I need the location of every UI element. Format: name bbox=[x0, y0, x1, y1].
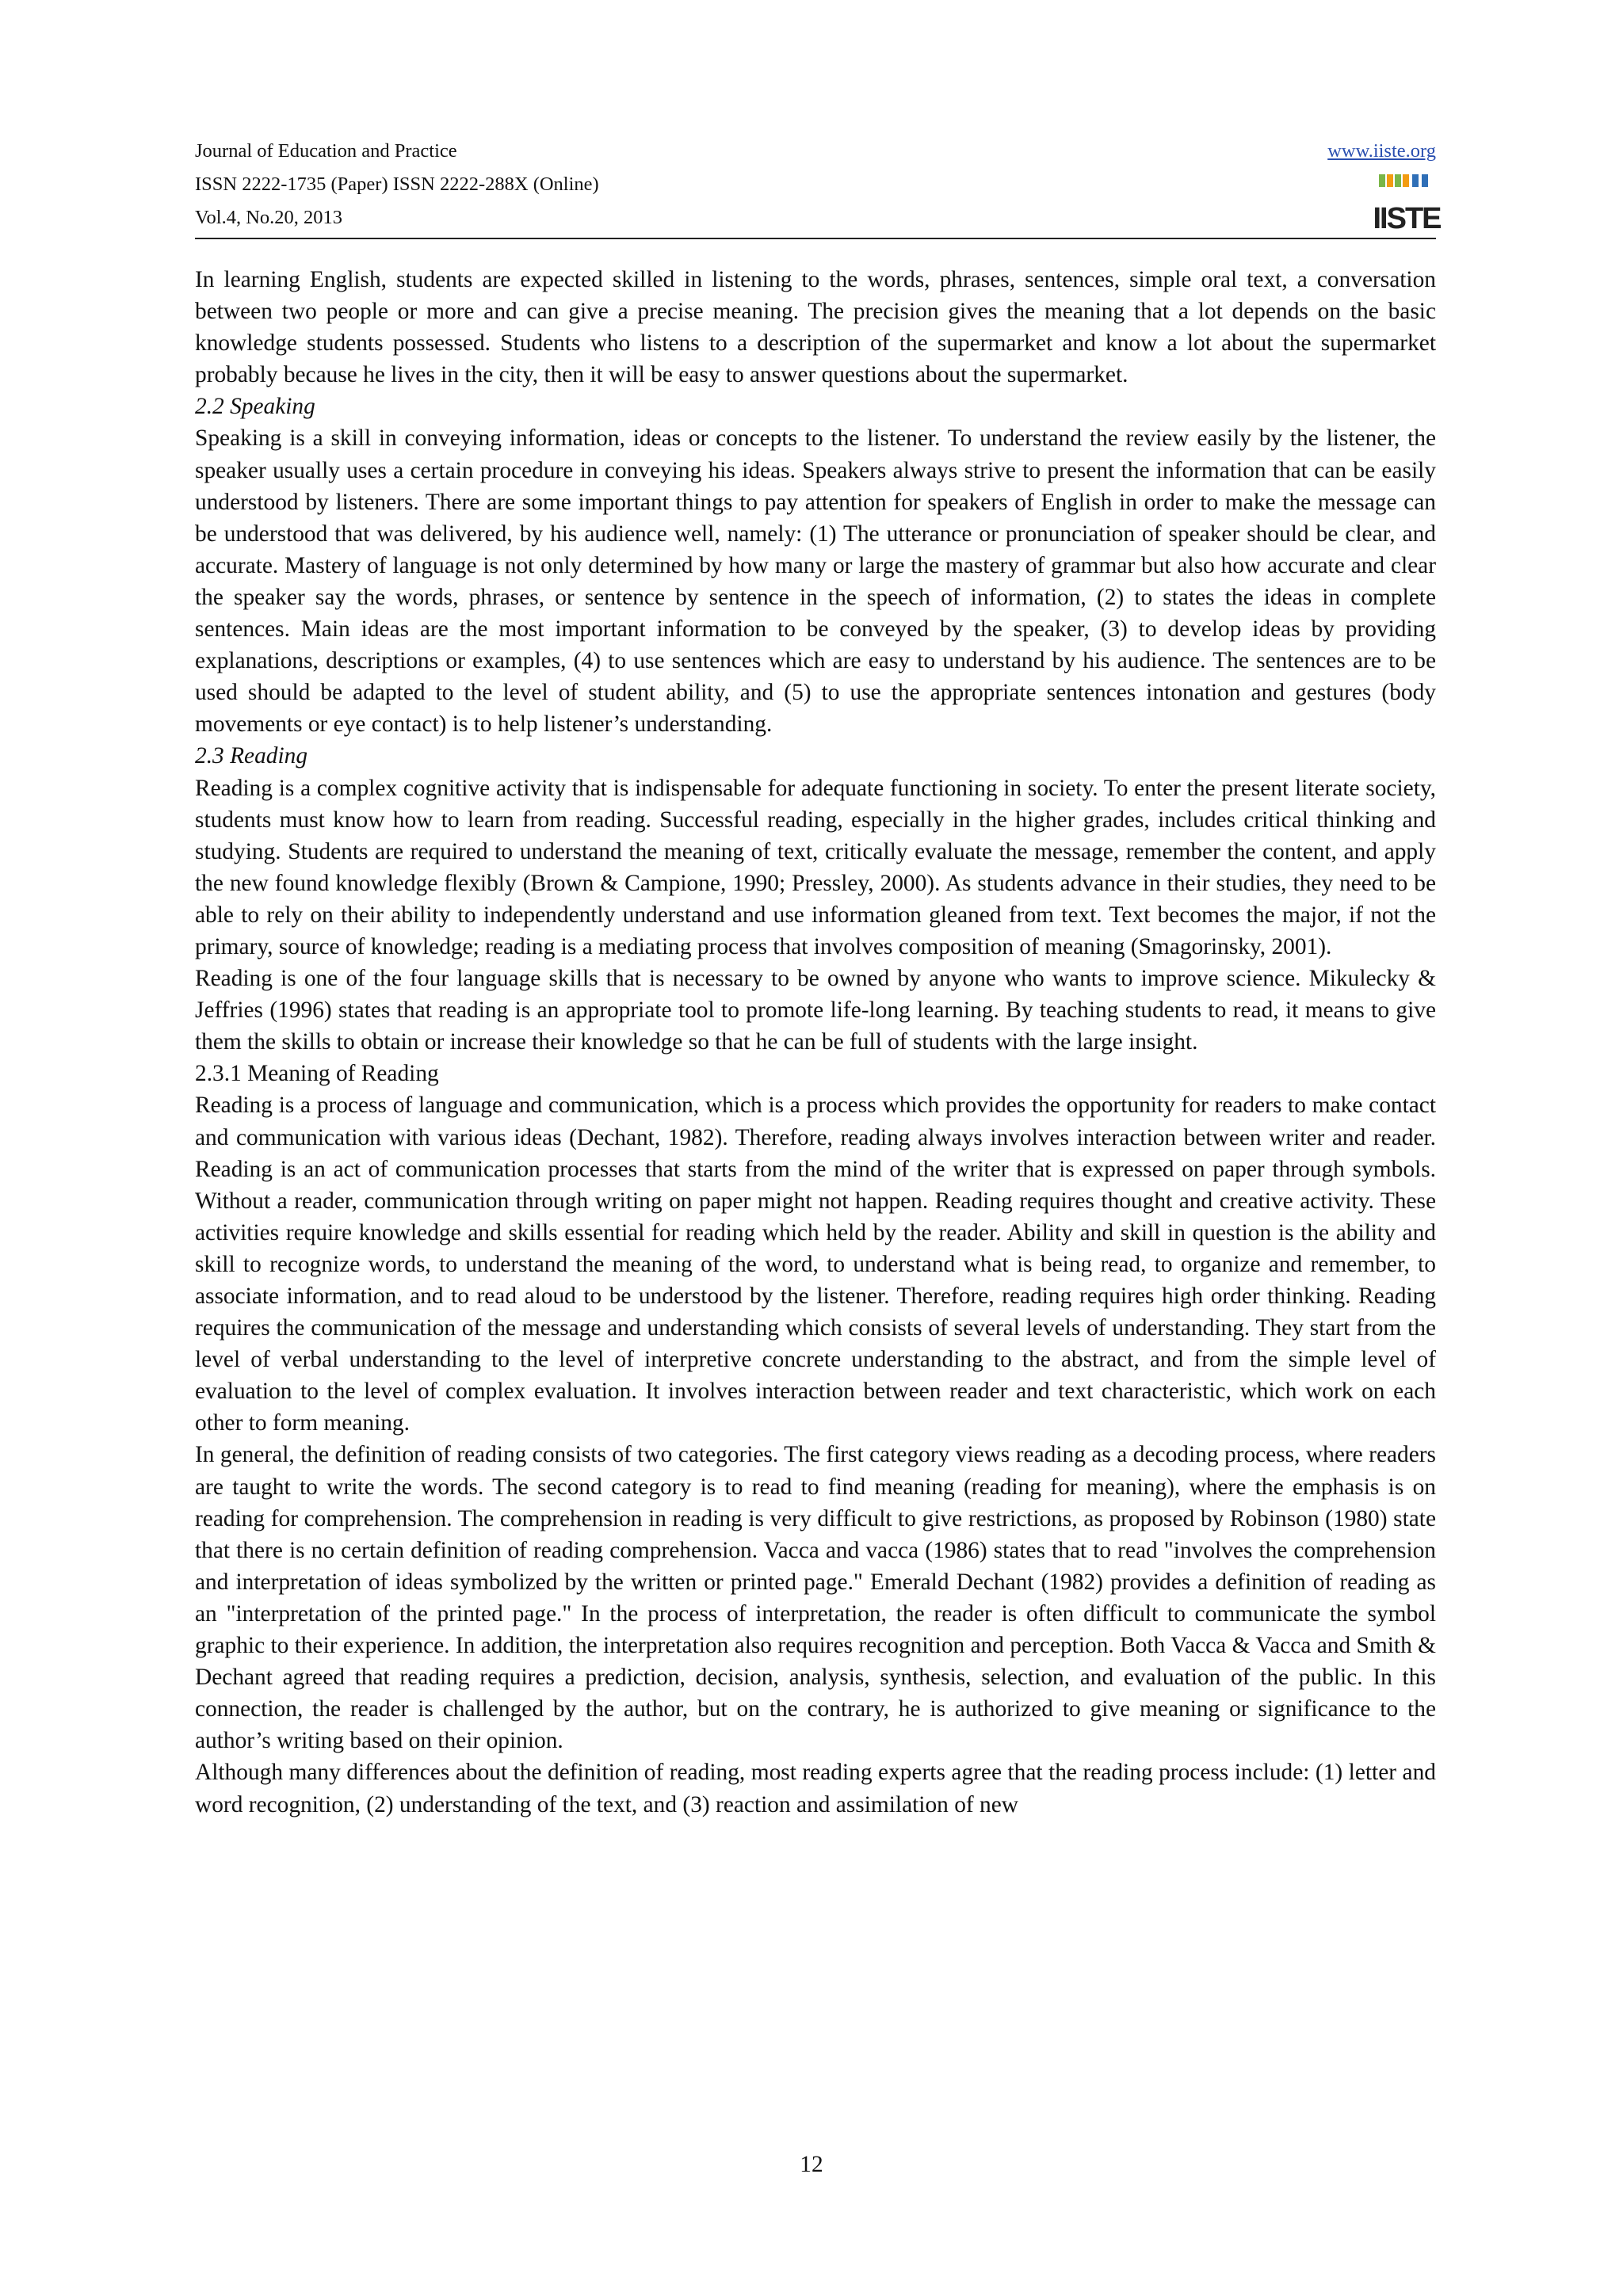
paragraph-reading-1: Reading is a complex cognitive activity that is indispensable for adequate functioning in society. To enter the present literate society, students must know how to learn from reading. Successful reading, especially in the higher grades, includes critical thinking and studying. Students are required to understand the meaning of text, critically evaluate the message, remember the content, and apply the new found knowledge flexibly (Brown & Campione, 1990; Pressley, 2000). As students advance in their studies, they need to be able to rely on their ability to independently understand and use information gleaned from text. Text becomes the major, if not the primary, source of knowledge; reading is a mediating process that involves composition of meaning (Smagorinsky, 2001). bbox=[195, 775, 1436, 959]
heading-speaking: 2.2 Speaking bbox=[195, 394, 315, 420]
paragraph-meaning-3: Although many differences about the definition of reading, most reading experts agree that the reading process include: (1) letter and word recognition, (2) understanding of the text, and (3) reaction and assimilation of new bbox=[195, 1760, 1436, 1817]
page-number: 12 bbox=[800, 2152, 823, 2177]
volume-line: Vol.4, No.20, 2013 bbox=[195, 207, 343, 228]
paragraph-reading-2: Reading is one of the four language skills that is necessary to be owned by anyone who wants to improve science. Mikulecky & Jeffries (1996) states that reading is an appropriate tool to promote life-long learning. By teaching students to read, it means to give them the skills to obtain or increase their knowledge so that he can be full of students with the large insight. bbox=[195, 966, 1436, 1055]
paragraph-meaning-1: Reading is a process of language and communication, which is a process which provides the opportunity for readers to make contact and communication with various ideas (Dechant, 1982). Therefore, reading always involves interaction between writer and reader. Reading is an act of communication processes that starts from the mind of the writer that is expressed on paper through symbols. Without a reader, communication through writing on paper might not happen. Reading requires thought and creative activity. These activities require knowledge and skills essential for reading which held by the reader. Ability and skill in question is the ability and skill to recognize words, to understand the meaning of the word, to understand what is being read, to organize and remember, to associate information, and to read aloud to be understood by the listener. Therefore, reading requires high order thinking. Reading requires the communication of the message and understanding which consists of several levels of understanding. They start from the level of verbal understanding to the level of interpretive concrete understanding to the abstract, and from the simple level of evaluation to the level of complex evaluation. It involves interaction between reader and text characteristic, which work on each other to form meaning. bbox=[195, 1093, 1436, 1436]
issn-line: ISSN 2222-1735 (Paper) ISSN 2222-288X (Online) bbox=[195, 174, 599, 195]
paragraph-listening: In learning English, students are expected skilled in listening to the words, phrases, sentences, simple oral text, a conversation between two people or more and can give a precise meaning. The precision gives the meaning that a lot depends on the basic knowledge students possessed. Students who listens to a description of the supermarket and know a lot about the supermarket probably because he lives in the city, then it will be easy to answer questions about the supermarket. bbox=[195, 267, 1436, 388]
website-link[interactable]: www.iiste.org bbox=[1327, 140, 1436, 162]
iiste-logo-icon bbox=[1373, 173, 1441, 235]
header-rule bbox=[195, 238, 1436, 239]
logo-text: IISTE bbox=[1373, 202, 1441, 235]
article-body bbox=[195, 264, 1436, 1821]
heading-meaning-of-reading: 2.3.1 Meaning of Reading bbox=[195, 1061, 439, 1087]
journal-title: Journal of Education and Practice bbox=[195, 140, 457, 162]
page-header bbox=[195, 133, 1441, 236]
paragraph-meaning-2: In general, the definition of reading consists of two categories. The first category views reading as a decoding process, where readers are taught to write the words. The second category is to read to find meaning (reading for meaning), where the emphasis is on reading for comprehension. The comprehension in reading is very difficult to give restrictions, as proposed by Robinson (1980) state that there is no certain definition of reading comprehension. Vacca and vacca (1986) states that to read "involves the comprehension and interpretation of ideas symbolized by the written or printed page." Emerald Dechant (1982) provides a definition of reading as an "interpretation of the printed page." In the process of interpretation, the reader is often difficult to communicate the symbol graphic to their experience. In addition, the interpretation also requires recognition and perception. Both Vacca & Vacca and Smith & Dechant agreed that reading requires a prediction, decision, analysis, synthesis, selection, and evaluation of the public. In this connection, the reader is challenged by the author, but on the contrary, he is authorized to give meaning or significance to the author’s writing based on their opinion. bbox=[195, 1442, 1436, 1754]
paragraph-speaking: Speaking is a skill in conveying information, ideas or concepts to the listener. To understand the review easily by the listener, the speaker usually uses a certain procedure in conveying his ideas. Speakers always strive to present the information that can be easily understood by listeners. There are some important things to pay attention for speakers of English in order to make the message can be understood that was delivered, by his audience well, namely: (1) The utterance or pronunciation of speaker should be clear, and accurate. Mastery of language is not only determined by how many or large the mastery of grammar but also how accurate and clear the speaker say the words, phrases, or sentence by sentence in the speech of information, (2) to states the ideas in complete sentences. Main ideas are the most important information to be conveyed by the speaker, (3) to develop ideas by providing explanations, descriptions or examples, (4) to use sentences which are easy to understand by his audience. The sentences are to be used should be adapted to the level of student ability, and (5) to use the appropriate sentences intonation and gestures (body movements or eye contact) is to help listener’s understanding. bbox=[195, 425, 1436, 738]
heading-reading: 2.3 Reading bbox=[195, 743, 308, 769]
